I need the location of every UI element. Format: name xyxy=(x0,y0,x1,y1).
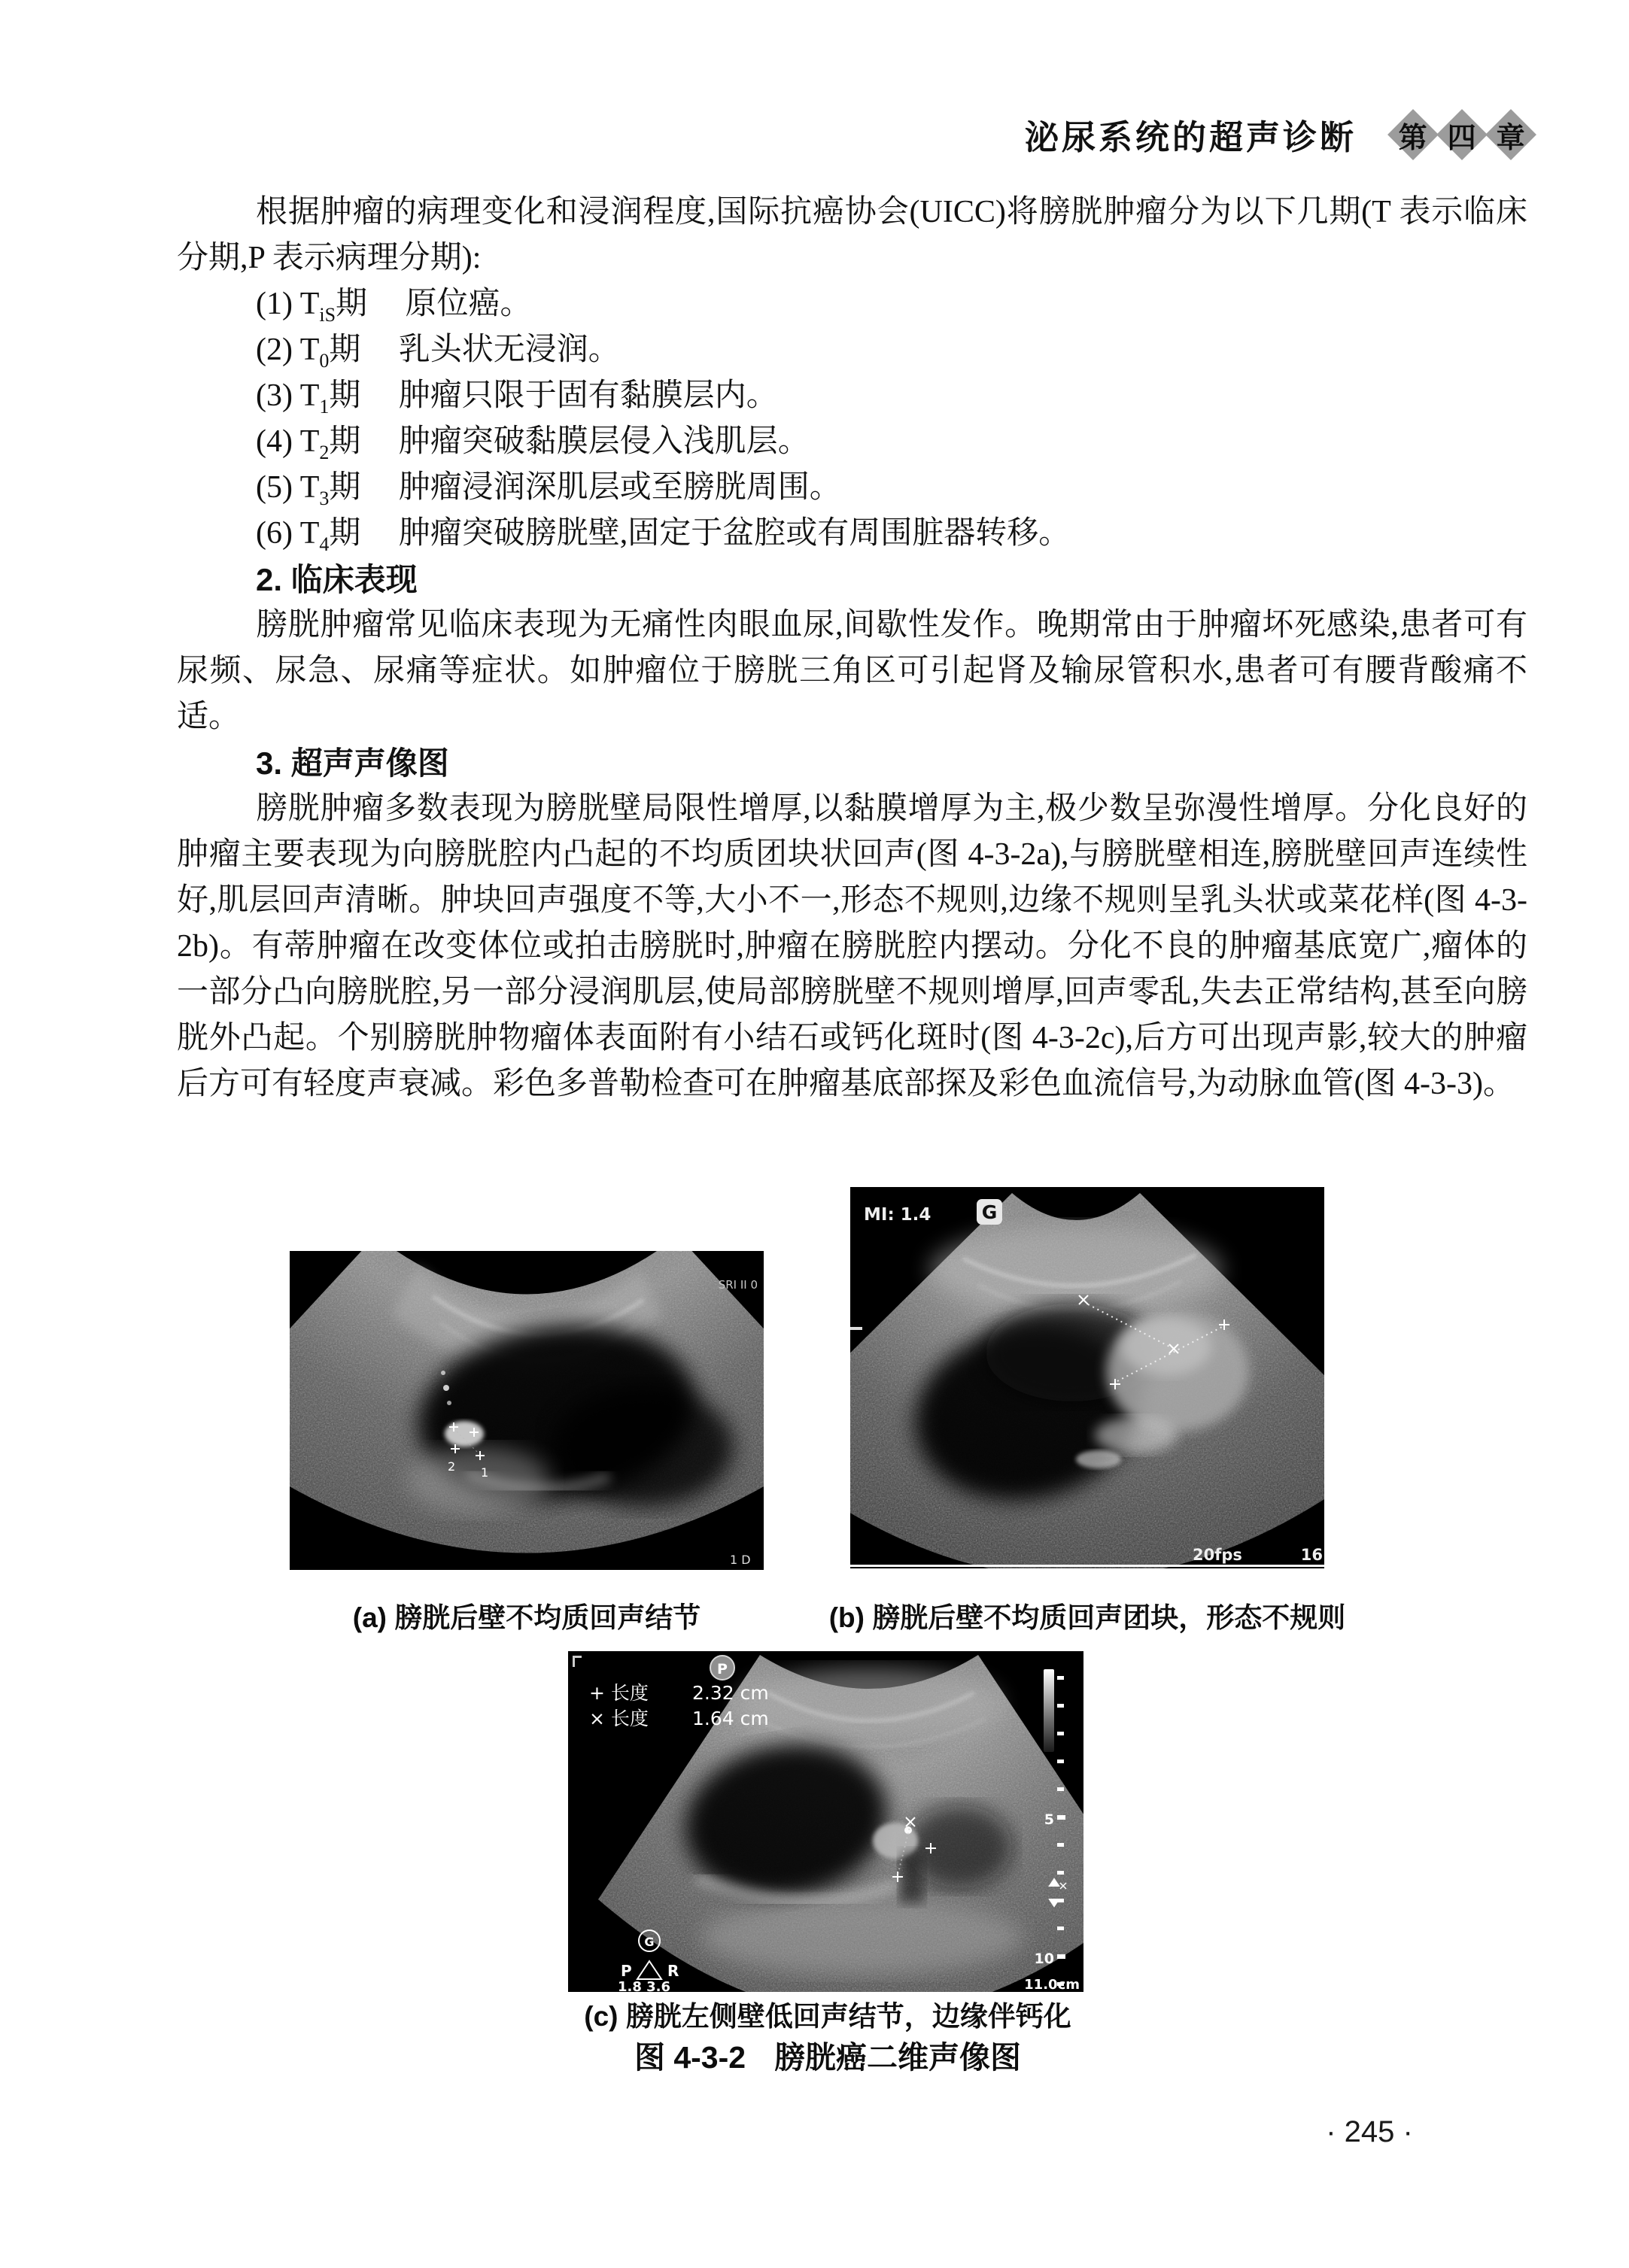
caption-b: (b) 膀胱后壁不均质回声团块，形态不规则 xyxy=(828,1602,1346,1633)
stage-item-5: (5) $T_3$期 肿瘤浸润深肌层或至膀胱周围。 xyxy=(256,470,841,509)
scan-a-fan xyxy=(290,1251,764,1553)
chapter-diamond-3: 章 xyxy=(1485,109,1536,160)
stage-item-4: (4) $T_2$期 肿瘤突破黏膜层侵入浅肌层。 xyxy=(256,424,810,463)
sonogram-paragraph: 膀胱肿瘤多数表现为膀胱壁局限性增厚,以黏膜增厚为主,极少数呈弥漫性增厚。分化良好的肿瘤主要表现为向膀胱腔内凸起的不均质团块状回声(图 4-3-2a),与膀胱壁相连,膀胱壁回声连续性好,肌层回声清晰。肿块回声强度不等,大小不一,形态不规则,边缘不规则呈乳头状或菜花样(图 4-3-2b)。有蒂肿瘤在改变体位或拍击膀胱时,肿瘤在膀胱腔内摆动。分化不良的肿瘤基底宽广,瘤体的一部分凸向膀胱腔,另一部分浸润肌层,使局部膀胱壁不规则增厚,回声零乱,失去正常结构,甚至向膀胱外凸起。个别膀胱肿物瘤体表面附有小结石或钙化斑时(图 4-3-2c),后方可出现声影,较大的肿瘤后方可有轻度声衰减。彩色多普勒检查可在肿瘤基底部探及彩色血流信号,为动脉血管(图 4-3-3)。 xyxy=(177,791,1527,1101)
mi-value-label: MI: 1.4 xyxy=(864,1205,932,1225)
gain-values: 1.8 3.6 xyxy=(618,1979,671,1992)
chapter-diamond-2: 四 xyxy=(1436,109,1488,160)
figure-caption xyxy=(527,2033,1129,2077)
chapter-diamond-1: 第 xyxy=(1387,109,1439,160)
clinical-paragraph: 膀胱肿瘤常见临床表现为无痛性肉眼血尿,间歇性发作。晚期常由于肿瘤坏死感染,患者可有尿频、尿急、尿痛等症状。如肿瘤位于膀胱三角区可引起肾及输尿管积水,患者可有腰背酸痛不适。 xyxy=(177,608,1527,734)
ultrasound-scan-b xyxy=(850,1187,1324,1568)
stage-item-6: (6) $T_4$期 肿瘤突破膀胱壁,固定于盆腔或有周围脏器转移。 xyxy=(256,516,1071,555)
svg-text:G: G xyxy=(981,1201,998,1223)
vendor-logo-icon xyxy=(977,1199,1002,1225)
length1-value: 2.32 cm xyxy=(692,1682,769,1704)
svg-text:P: P xyxy=(717,1661,728,1677)
caliper-label-1: 1 xyxy=(481,1465,489,1480)
depth-total-label: 11.0cm xyxy=(1024,1977,1080,1992)
orientation-r: R xyxy=(667,1962,679,1980)
intro-paragraph: 根据肿瘤的病理变化和浸润程度,国际抗癌协会(UICC)将膀胱肿瘤分为以下几期(T 表示临床分期,P 表示病理分期): xyxy=(177,195,1527,275)
section-heading-clinical: 2. 临床表现 xyxy=(256,562,418,597)
ultrasound-scan-a xyxy=(290,1251,764,1570)
length1-label: + 长度 xyxy=(589,1682,649,1704)
caption-a: (a) 膀胱后壁不均质回声结节 xyxy=(352,1602,701,1633)
stage-item-1: (1) $T_{iS}$期 原位癌。 xyxy=(256,287,532,326)
page-header xyxy=(1025,110,1529,159)
ultrasound-image-b xyxy=(850,1187,1324,1568)
ultrasound-image-c xyxy=(568,1651,1083,1992)
ultrasound-image-a xyxy=(290,1251,764,1570)
figure-title: 膀胱癌二维声像图 xyxy=(774,2040,1022,2075)
orientation-g: G xyxy=(644,1935,655,1949)
baseline-rule xyxy=(850,1565,1324,1567)
length2-label: × 长度 xyxy=(589,1708,649,1729)
caption-c: (c) 膀胱左侧壁低回声结节，边缘伴钙化 xyxy=(584,2001,1071,2032)
body-text xyxy=(177,190,1527,1107)
depth-tick-5: 5 xyxy=(1044,1811,1054,1828)
orientation-p: P xyxy=(621,1962,632,1980)
calcification-spot xyxy=(904,1826,912,1834)
probe-badge-icon xyxy=(710,1656,734,1680)
grayscale-bar xyxy=(1044,1669,1054,1752)
page-number: · 245 · xyxy=(1326,2115,1413,2148)
chapter-header-title: 泌尿系统的超声诊断 xyxy=(1024,118,1357,156)
caliper-label-2: 2 xyxy=(448,1459,456,1474)
section-heading-sonogram: 3. 超声声像图 xyxy=(256,745,449,781)
focus-marker-icon xyxy=(850,1327,862,1330)
depth-tick-10: 10 xyxy=(1034,1951,1054,1967)
ultrasound-scan-c xyxy=(568,1651,1083,1992)
depth-label: 16 xyxy=(1300,1546,1323,1564)
frame-rate-label: 20fps xyxy=(1193,1546,1242,1564)
stage-item-3: (3) $T_1$期 肿瘤只限于固有黏膜层内。 xyxy=(256,378,778,417)
scan-a-corner-label: 1 D xyxy=(730,1553,751,1567)
sri-mode-label: SRI II 0 xyxy=(718,1278,758,1292)
length2-value: 1.64 cm xyxy=(692,1708,769,1729)
stage-item-2: (2) $T_0$期 乳头状无浸润。 xyxy=(256,332,620,372)
tumor-nodule xyxy=(445,1421,484,1447)
figure-label: 图 4-3-2 xyxy=(634,2040,746,2075)
